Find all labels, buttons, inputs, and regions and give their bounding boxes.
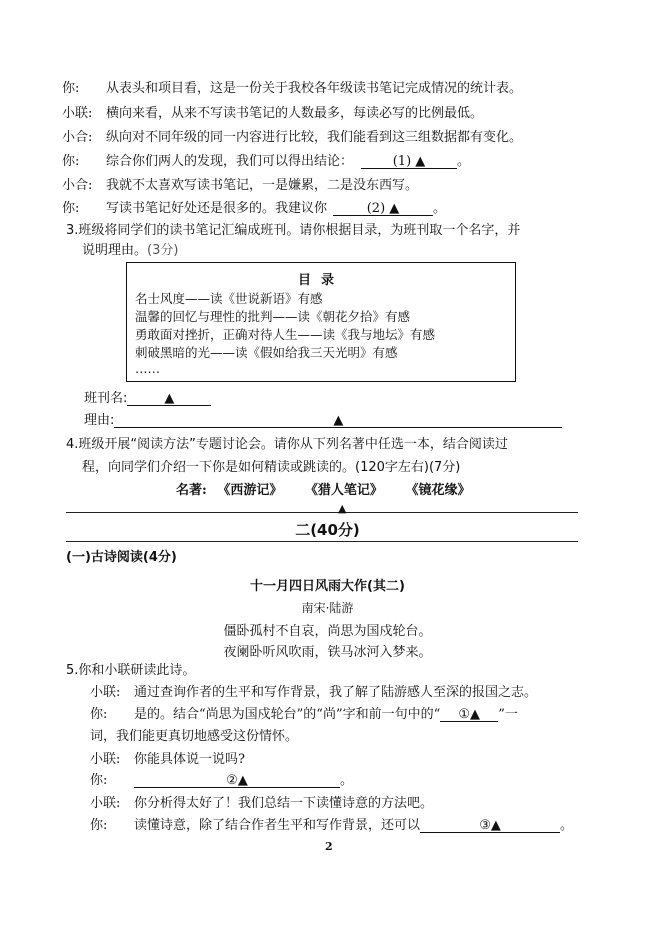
- speaker: 你:: [90, 773, 108, 788]
- toc-item: 名士风度——读《世说新语》有感: [135, 291, 323, 306]
- toc-item: ……: [135, 361, 160, 376]
- speaker: 小合:: [62, 178, 93, 193]
- section-heading: 二(40分): [295, 521, 360, 539]
- q4-line-2: 程，向同学们介绍一下你是如何精读或跳读的。(120字左右)(7分): [82, 460, 461, 475]
- reason-label: 理由:: [84, 413, 115, 428]
- poem-title: 十一月四日风雨大作(其二): [250, 579, 405, 594]
- journal-name-row: [84, 390, 211, 407]
- toc-item: 勇敢面对挫折，正确对待人生——读《我与地坛》有感: [135, 327, 436, 342]
- book-title: 《镜花缘》: [405, 483, 471, 498]
- speaker: 你:: [62, 201, 80, 216]
- q5-line-7: [90, 817, 573, 834]
- q3-score: (3分): [147, 243, 179, 258]
- toc-item: 温馨的回忆与理性的批判——读《朝花夕拾》有感: [135, 309, 411, 324]
- speaker: 小合:: [62, 130, 93, 145]
- answer-blank-1[interactable]: (1) ▲: [361, 153, 457, 169]
- q5-line-6: [90, 795, 433, 812]
- q5-line-3: 词，我们能更真切地感受这份情怀。: [90, 729, 299, 744]
- dialogue-text: 是的。结合“尚思为国戍轮台”的“尚”字和前一句中的“: [134, 707, 441, 722]
- book-title: 《猎人笔记》: [304, 483, 383, 498]
- poem-line: 僵卧孤村不自哀，尚思为国戍轮台。: [223, 624, 432, 639]
- q5-line-5: [90, 772, 353, 789]
- answer-line[interactable]: [66, 512, 578, 513]
- dialogue-line-6: [62, 200, 446, 217]
- dialogue-text: 综合你们两人的发现，我们可以得出结论：: [106, 154, 354, 169]
- dialogue-end: 。: [560, 818, 574, 833]
- toc-item: 刺破黑暗的光——读《假如给我三天光明》有感: [135, 345, 398, 360]
- speaker: 小联:: [62, 106, 93, 121]
- speaker: 小联:: [90, 685, 121, 700]
- q5-line-4: [90, 751, 245, 768]
- dialogue-text: 写读书笔记好处还是很多的。我建议你: [106, 201, 328, 216]
- dialogue-text: 纵向对不同年级的同一内容进行比较，我们能看到这三组数据都有变化。: [106, 130, 523, 145]
- dialogue-line-1: [62, 80, 522, 97]
- dialogue-text: 你分析得太好了！我们总结一下读懂诗意的方法吧。: [134, 796, 434, 811]
- journal-name-input[interactable]: ▲: [127, 390, 211, 406]
- dialogue-end: ”一: [498, 707, 518, 722]
- page-number: 2: [325, 840, 333, 853]
- dialogue-text: 我就不太喜欢写读书笔记，一是嫌累，二是没东西写。: [106, 178, 419, 193]
- dialogue-end: 。: [433, 201, 447, 216]
- speaker: 小联:: [90, 796, 121, 811]
- dialogue-text: 你能具体说一说吗?: [134, 752, 245, 767]
- answer-blank-2[interactable]: (2) ▲: [333, 200, 433, 216]
- dialogue-end: 。: [457, 154, 471, 169]
- dialogue-line-4: [62, 153, 470, 170]
- dialogue-text: 读懂诗意，除了结合作者生平和写作背景，还可以: [134, 818, 421, 833]
- answer-blank-q5-1[interactable]: ①▲: [440, 706, 498, 722]
- speaker: 你:: [90, 707, 108, 722]
- dialogue-line-5: [62, 177, 418, 194]
- q4-line-1: 4.班级开展“阅读方法”专题讨论会。请你从下列名著中任选一本，结合阅读过: [66, 437, 508, 452]
- journal-name-label: 班刊名:: [84, 391, 128, 406]
- poem-line: 夜阑卧听风吹雨，铁马冰河入梦来。: [223, 645, 432, 660]
- books-label: 名著:: [176, 483, 207, 498]
- answer-blank-q5-2[interactable]: ②▲: [134, 772, 340, 788]
- q3-line-2: [82, 242, 178, 259]
- book-list: [176, 482, 470, 499]
- poem-author: 南宋·陆游: [301, 601, 354, 615]
- dialogue-line-3: [62, 129, 522, 146]
- speaker: 你:: [62, 154, 80, 169]
- q3-line-1: 3.班级将同学们的读书笔记汇编成班刊。请你根据目录，为班刊取一个名字，并: [66, 223, 521, 238]
- dialogue-text: 横向来看，从来不写读书笔记的人数最多，每读必写的比例最低。: [106, 106, 484, 121]
- section-divider: [66, 541, 578, 542]
- book-title: 《西游记》: [217, 483, 283, 498]
- q5-line-1: [90, 684, 537, 701]
- answer-blank-q5-3[interactable]: ③▲: [420, 817, 560, 833]
- poem-section-title: (一)古诗阅读(4分): [66, 550, 177, 565]
- table-of-contents-box: [126, 262, 516, 382]
- q3-text: 说明理由。: [82, 243, 148, 258]
- speaker: 你:: [90, 818, 108, 833]
- speaker: 小联:: [90, 752, 121, 767]
- answer-mark: ▲: [338, 502, 347, 515]
- reason-row: [84, 412, 562, 429]
- toc-title: 目录: [297, 273, 344, 288]
- dialogue-text: 从表头和项目看，这是一份关于我校各年级读书笔记完成情况的统计表。: [106, 81, 523, 96]
- dialogue-end: 。: [340, 773, 354, 788]
- q5-stem: 5.你和小联研读此诗。: [66, 663, 196, 678]
- dialogue-line-2: [62, 105, 483, 122]
- reason-input[interactable]: ▲: [114, 412, 562, 428]
- speaker: 你:: [62, 81, 80, 96]
- dialogue-text: 通过查询作者的生平和写作背景，我了解了陆游感人至深的报国之志。: [134, 685, 538, 700]
- q5-line-2: [90, 706, 518, 723]
